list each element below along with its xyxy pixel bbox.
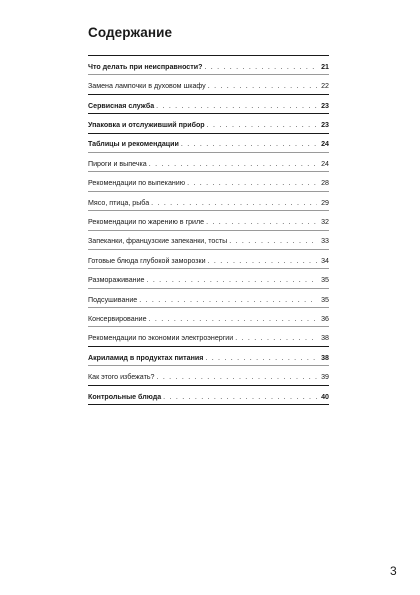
toc-row[interactable] bbox=[88, 327, 329, 346]
toc-row[interactable] bbox=[88, 134, 329, 153]
toc-row[interactable] bbox=[88, 250, 329, 269]
dot-leader bbox=[163, 393, 317, 401]
dot-leader bbox=[205, 354, 317, 362]
dot-leader bbox=[204, 63, 317, 71]
toc-entry-title: Консервирование bbox=[88, 314, 147, 323]
dot-leader bbox=[207, 121, 317, 129]
toc-entry-page: 38 bbox=[321, 353, 329, 362]
toc-row[interactable] bbox=[88, 95, 329, 114]
toc-entry-title: Что делать при неисправности? bbox=[88, 62, 203, 71]
dot-leader bbox=[147, 276, 318, 284]
toc-entry-title: Упаковка и отслуживший прибор bbox=[88, 121, 205, 130]
toc-entry-page: 28 bbox=[321, 179, 329, 188]
dot-leader bbox=[139, 296, 317, 304]
toc-entry-page: 35 bbox=[321, 295, 329, 304]
toc-row[interactable] bbox=[88, 192, 329, 211]
toc-row[interactable] bbox=[88, 308, 329, 327]
toc-row[interactable] bbox=[88, 289, 329, 308]
toc-entry-title: Рекомендации по жарению в гриле bbox=[88, 218, 205, 227]
toc-entry-title: Подсушивание bbox=[88, 295, 138, 304]
dot-leader bbox=[187, 179, 317, 187]
toc-entry-page: 33 bbox=[321, 237, 329, 246]
page-title: Содержание bbox=[88, 25, 173, 40]
toc-row[interactable] bbox=[88, 172, 329, 191]
toc-entry-title: Пироги и выпечка bbox=[88, 159, 147, 168]
dot-leader bbox=[149, 160, 317, 168]
toc-entry-title: Готовые блюда глубокой заморозки bbox=[88, 256, 206, 265]
toc-entry-page: 22 bbox=[321, 82, 329, 91]
toc-entry-page: 38 bbox=[321, 334, 329, 343]
toc-row[interactable] bbox=[88, 153, 329, 172]
dot-leader bbox=[156, 102, 317, 110]
toc-entry-page: 39 bbox=[321, 373, 329, 382]
dot-leader bbox=[151, 199, 317, 207]
dot-leader bbox=[235, 334, 317, 342]
dot-leader bbox=[157, 373, 318, 381]
toc-entry-title: Рекомендации по экономии электроэнергии bbox=[88, 334, 234, 343]
toc-entry-title: Таблицы и рекомендации bbox=[88, 140, 179, 149]
toc-entry-page: 24 bbox=[321, 159, 329, 168]
toc-entry-page: 21 bbox=[321, 62, 329, 71]
toc-entry-page: 40 bbox=[321, 392, 329, 401]
toc-entry-page: 32 bbox=[321, 218, 329, 227]
toc-row[interactable] bbox=[88, 269, 329, 288]
toc-entry-page: 36 bbox=[321, 314, 329, 323]
toc-entry-title: Контрольные блюда bbox=[88, 392, 162, 401]
dot-leader bbox=[208, 82, 317, 90]
toc-entry-page: 34 bbox=[321, 256, 329, 265]
dot-leader bbox=[149, 315, 317, 323]
toc-row[interactable] bbox=[88, 347, 329, 366]
toc-row[interactable] bbox=[88, 231, 329, 250]
toc-entry-page: 24 bbox=[321, 140, 329, 149]
toc-row[interactable] bbox=[88, 75, 329, 94]
toc-entry-page: 35 bbox=[321, 276, 329, 285]
table-of-contents bbox=[88, 55, 329, 405]
toc-entry-title: Как этого избежать? bbox=[88, 373, 155, 382]
toc-row[interactable] bbox=[88, 366, 329, 385]
toc-entry-page: 23 bbox=[321, 121, 329, 130]
dot-leader bbox=[229, 237, 317, 245]
toc-entry-page: 29 bbox=[321, 198, 329, 207]
toc-row[interactable] bbox=[88, 211, 329, 230]
dot-leader bbox=[208, 257, 317, 265]
dot-leader bbox=[181, 140, 317, 148]
toc-row[interactable] bbox=[88, 114, 329, 133]
toc-entry-title: Акриламид в продуктах питания bbox=[88, 353, 204, 362]
toc-entry-title: Запеканки, французские запеканки, тосты bbox=[88, 237, 228, 246]
page-number: 3 bbox=[390, 564, 397, 578]
toc-entry-title: Рекомендации по выпеканию bbox=[88, 179, 186, 188]
dot-leader bbox=[206, 218, 317, 226]
toc-entry-page: 23 bbox=[321, 101, 329, 110]
toc-entry-title: Сервисная служба bbox=[88, 101, 155, 110]
toc-row[interactable] bbox=[88, 386, 329, 405]
toc-entry-title: Размораживание bbox=[88, 276, 145, 285]
toc-entry-title: Мясо, птица, рыба bbox=[88, 198, 150, 207]
toc-entry-title: Замена лампочки в духовом шкафу bbox=[88, 82, 206, 91]
toc-row[interactable] bbox=[88, 56, 329, 75]
